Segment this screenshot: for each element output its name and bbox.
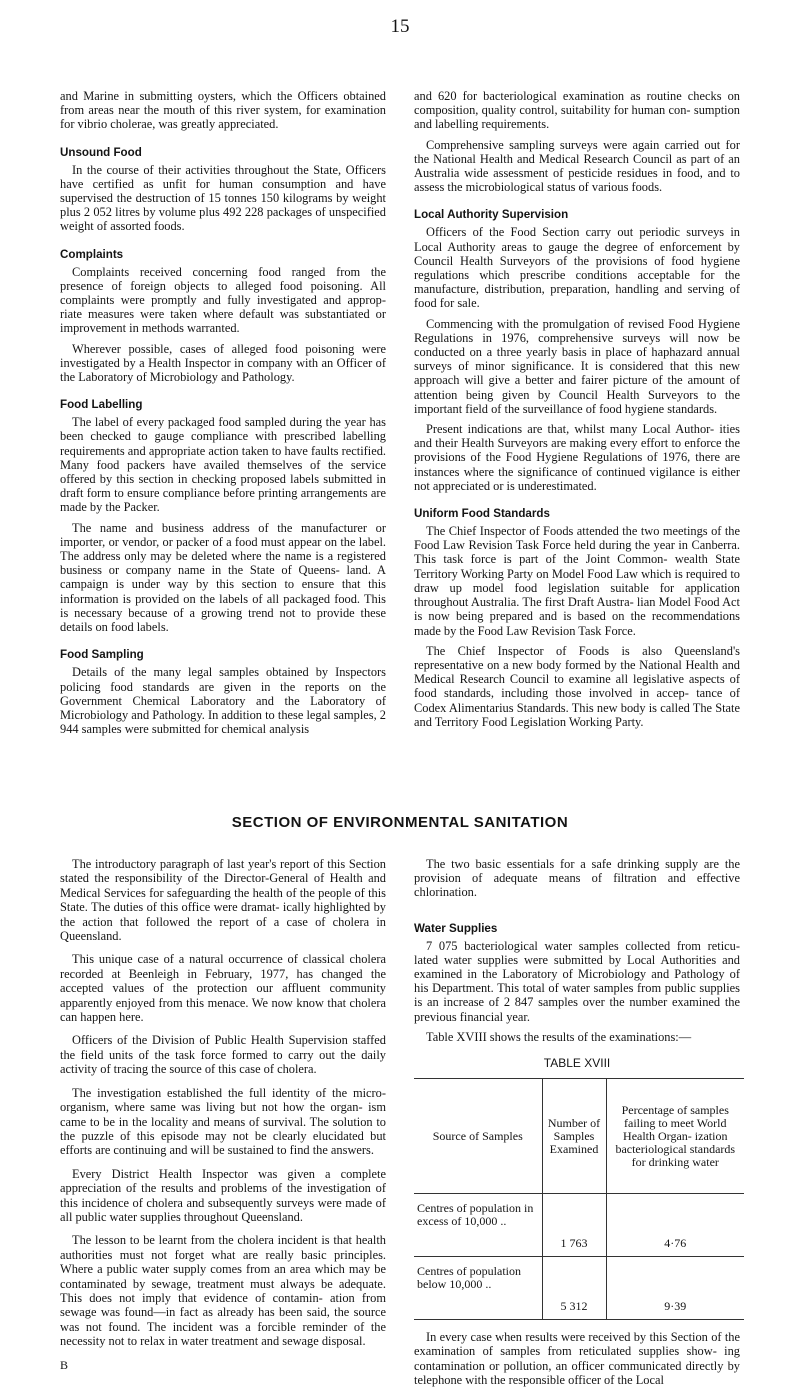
page-number: 15: [390, 16, 410, 37]
section-title: SECTION OF ENVIRONMENTAL SANITATION: [231, 814, 569, 831]
table-row: [414, 1194, 744, 1257]
paragraph: Commencing with the promulgation of revised Food Hygiene Regulations in 1976, comprehensive surveys will now be conducted on a three yearly basis in place of haphazard annual surveys of minor significance. It is considered that this new approach will give a better and fairer picture of the amount of attention being given by Council Health Surveyors to the important field of the surveillance of food hygiene standards.: [414, 316, 740, 416]
paragraph: Wherever possible, cases of alleged food poisoning were investigated by a Health Inspector in company with an Officer of the Laboratory of Microbiology and Pathology.: [60, 341, 386, 385]
paragraph: and Marine in submitting oysters, which the Officers obtained from areas near the mouth of this river system, for examination for vibrio cholerae, was greatly appreciated.: [60, 89, 386, 132]
signature-letter: B: [60, 1357, 69, 1372]
paragraph: Complaints received concerning food ranged from the presence of foreign objects to alleged food poisoning. All complaints were promptly and fully investigated and approp- riate measures were taken where default was substantiated or improvement in methods warranted.: [60, 264, 386, 336]
paragraph: Table XVIII shows the results of the examinations:—: [426, 1029, 692, 1044]
column-3: [60, 857, 386, 1372]
paragraph: Comprehensive sampling surveys were again carried out for the National Health and Medical Research Council as part of an Australia wide assessment of pesticide residues in food, and to assess the microbiological status of various foods.: [414, 137, 740, 195]
paragraph: The lesson to be learnt from the cholera incident is that health authorities must not forget what are really basic principles. Where a public water supply comes from an area which may be contaminated by sewage, treatment must always be adequate. This does not imply that evidence of contamin- ation from sewage was found—in fact as already has been said, the source was not found. The incident was a forcible reminder of the necessity not to relax in water treatment and sewage disposal.: [60, 1233, 386, 1349]
heading-complaints: Complaints: [60, 247, 124, 261]
paragraph: The investigation established the full identity of the micro-organism, where same was living but not how the organ- ism came to be in the locality and means of survival. The solution to the puzzle of this episode may not be clearly elucidated but efforts are continuing and will be sustained to find the answers.: [60, 1085, 386, 1158]
heading-water-supplies: Water Supplies: [414, 921, 498, 935]
column-2: [414, 89, 740, 735]
paragraph: Present indications are that, whilst many Local Author- ities and their Health Surveyors are making every effort to enforce the provisions of the Food Hygiene Regulations of 1976, there are instances where the significance of continued vigilance is either not appreciated or is underestimated.: [414, 422, 740, 493]
paragraph: The label of every packaged food sampled during the year has been checked to gauge compliance with prescribed labelling requirements and appropriate action taken to have faults rectified. Many food packers have availed themselves of the service offered by this section in checking proposed labels submitted in draft form to ensure compliance before printing arrangements are made by the Packer.: [60, 415, 386, 515]
paragraph: This unique case of a natural occurrence of classical cholera recorded at Beenleigh in February, 1977, has changed the accepted values of the protection our affluent community apparently enjoyed from this menace. We now know that cholera can happen here.: [60, 952, 386, 1025]
heading-unsound-food: Unsound Food: [60, 145, 142, 159]
table-row: [414, 1257, 744, 1320]
paragraph: Details of the many legal samples obtained by Inspectors policing food standards are given in the reports on the Government Chemical Laboratory and the Laboratory of Microbiology and Pathology. In addition to these legal samples, 2 944 samples were submitted for chemical analysis: [60, 665, 386, 737]
paragraph: The Chief Inspector of Foods attended the two meetings of the Food Law Revision Task Force held during the year in Canberra. This task force is part of the Joint Common- wealth State Territory Working Party on Model Food Law which is required to draw up model food legislation suitable for application throughout Australia. The first Draft Austra- lian Model Food Act is now being prepared and is based on the recommendations made by the Food Law Revision Task Force.: [414, 524, 740, 638]
paragraph: and 620 for bacteriological examination as routine checks on composition, quality control, suitability for human con- sumption and labelling requirements.: [414, 89, 740, 132]
water-samples-table: [414, 1078, 744, 1320]
table-cell: 5 312: [542, 1257, 606, 1320]
paragraph: Officers of the Food Section carry out periodic surveys in Local Authority areas to gauge the degree of enforcement by Council Health Surveyors of the provisions of food hygiene regulations which prescribe conditions acceptable for the manufacture, distribution, preparation, handling and serving of food for sale.: [414, 225, 740, 311]
column-header: Percentage of samples failing to meet World Health Organ- ization bacteriological standards for drinking water: [606, 1079, 744, 1194]
heading-local-authority-supervision: Local Authority Supervision: [414, 208, 569, 222]
column-header: Source of Samples: [414, 1079, 542, 1194]
table-cell: 1 763: [542, 1194, 606, 1257]
heading-food-sampling: Food Sampling: [60, 648, 144, 662]
column-4: [414, 857, 740, 1393]
paragraph: The introductory paragraph of last year's report of this Section stated the responsibility of the Director-General of Health and Medical Services for safeguarding the health of the people of this State. The duties of this office were dramat- ically highlighted by the action that followed the report of a case of cholera in Queensland.: [60, 857, 386, 944]
paragraph: The name and business address of the manufacturer or importer, or vendor, or packer of a food must appear on the label. The address only may be deleted where the name is a registered business or company name in the State of Queens- land. A campaign is under way by this section to ensure that this information is provided on the labels of all packaged food. This is necessary because of a growing trend not to provide these details on food labels.: [60, 520, 386, 635]
table-header-row: [414, 1079, 744, 1194]
heading-uniform-food-standards: Uniform Food Standards: [414, 507, 550, 521]
table-cell: 9·39: [606, 1257, 744, 1320]
table-cell: Centres of population in excess of 10,000 ..: [414, 1194, 542, 1257]
table-caption: TABLE XVIII: [543, 1056, 611, 1071]
paragraph: The Chief Inspector of Foods is also Queensland's representative on a new body formed by the National Health and Medical Research Council to examine all legislative aspects of food standards, including those involved in accep- tance of Codex Alimentarius Standards. This new body is called The State and Territory Food Legislation Working Party.: [414, 643, 740, 729]
paragraph: Officers of the Division of Public Health Supervision staffed the field units of the task force formed to carry out the daily activity of tracing the source of this case of cholera.: [60, 1033, 386, 1077]
heading-food-labelling: Food Labelling: [60, 398, 143, 412]
column-1: [60, 89, 386, 742]
paragraph: In the course of their activities throughout the State, Officers have certified as unfit for human consumption and have supervised the destruction of 15 tonnes 150 kilograms by weight plus 2 052 litres by volume plus 492 228 packages of unspecified weight of assorted foods.: [60, 162, 386, 234]
paragraph: Every District Health Inspector was given a complete appreciation of the results and problems of the investigation of this incidence of cholera and subsequently surveys were made of all public water supplies throughout Queensland.: [60, 1166, 386, 1224]
paragraph: 7 075 bacteriological water samples collected from reticu- lated water supplies were submitted by Local Authorities and examined in the Laboratory of Microbiology and Pathology of his Department. This total of water samples from public supplies is an increase of 2 847 samples over the number examined the previous financial year.: [414, 938, 740, 1024]
paragraph: The two basic essentials for a safe drinking supply are the provision of adequate means of filtration and effective chlorination.: [414, 857, 740, 900]
paragraph: In every case when results were received by this Section of the examination of samples from reticulated supplies show- ing contamination or pollution, an officer communicated directly by telephone with the responsible officer of the Local: [414, 1330, 740, 1387]
table-cell: 4·76: [606, 1194, 744, 1257]
table-cell: Centres of population below 10,000 ..: [414, 1257, 542, 1320]
column-header: Number of Samples Examined: [542, 1079, 606, 1194]
